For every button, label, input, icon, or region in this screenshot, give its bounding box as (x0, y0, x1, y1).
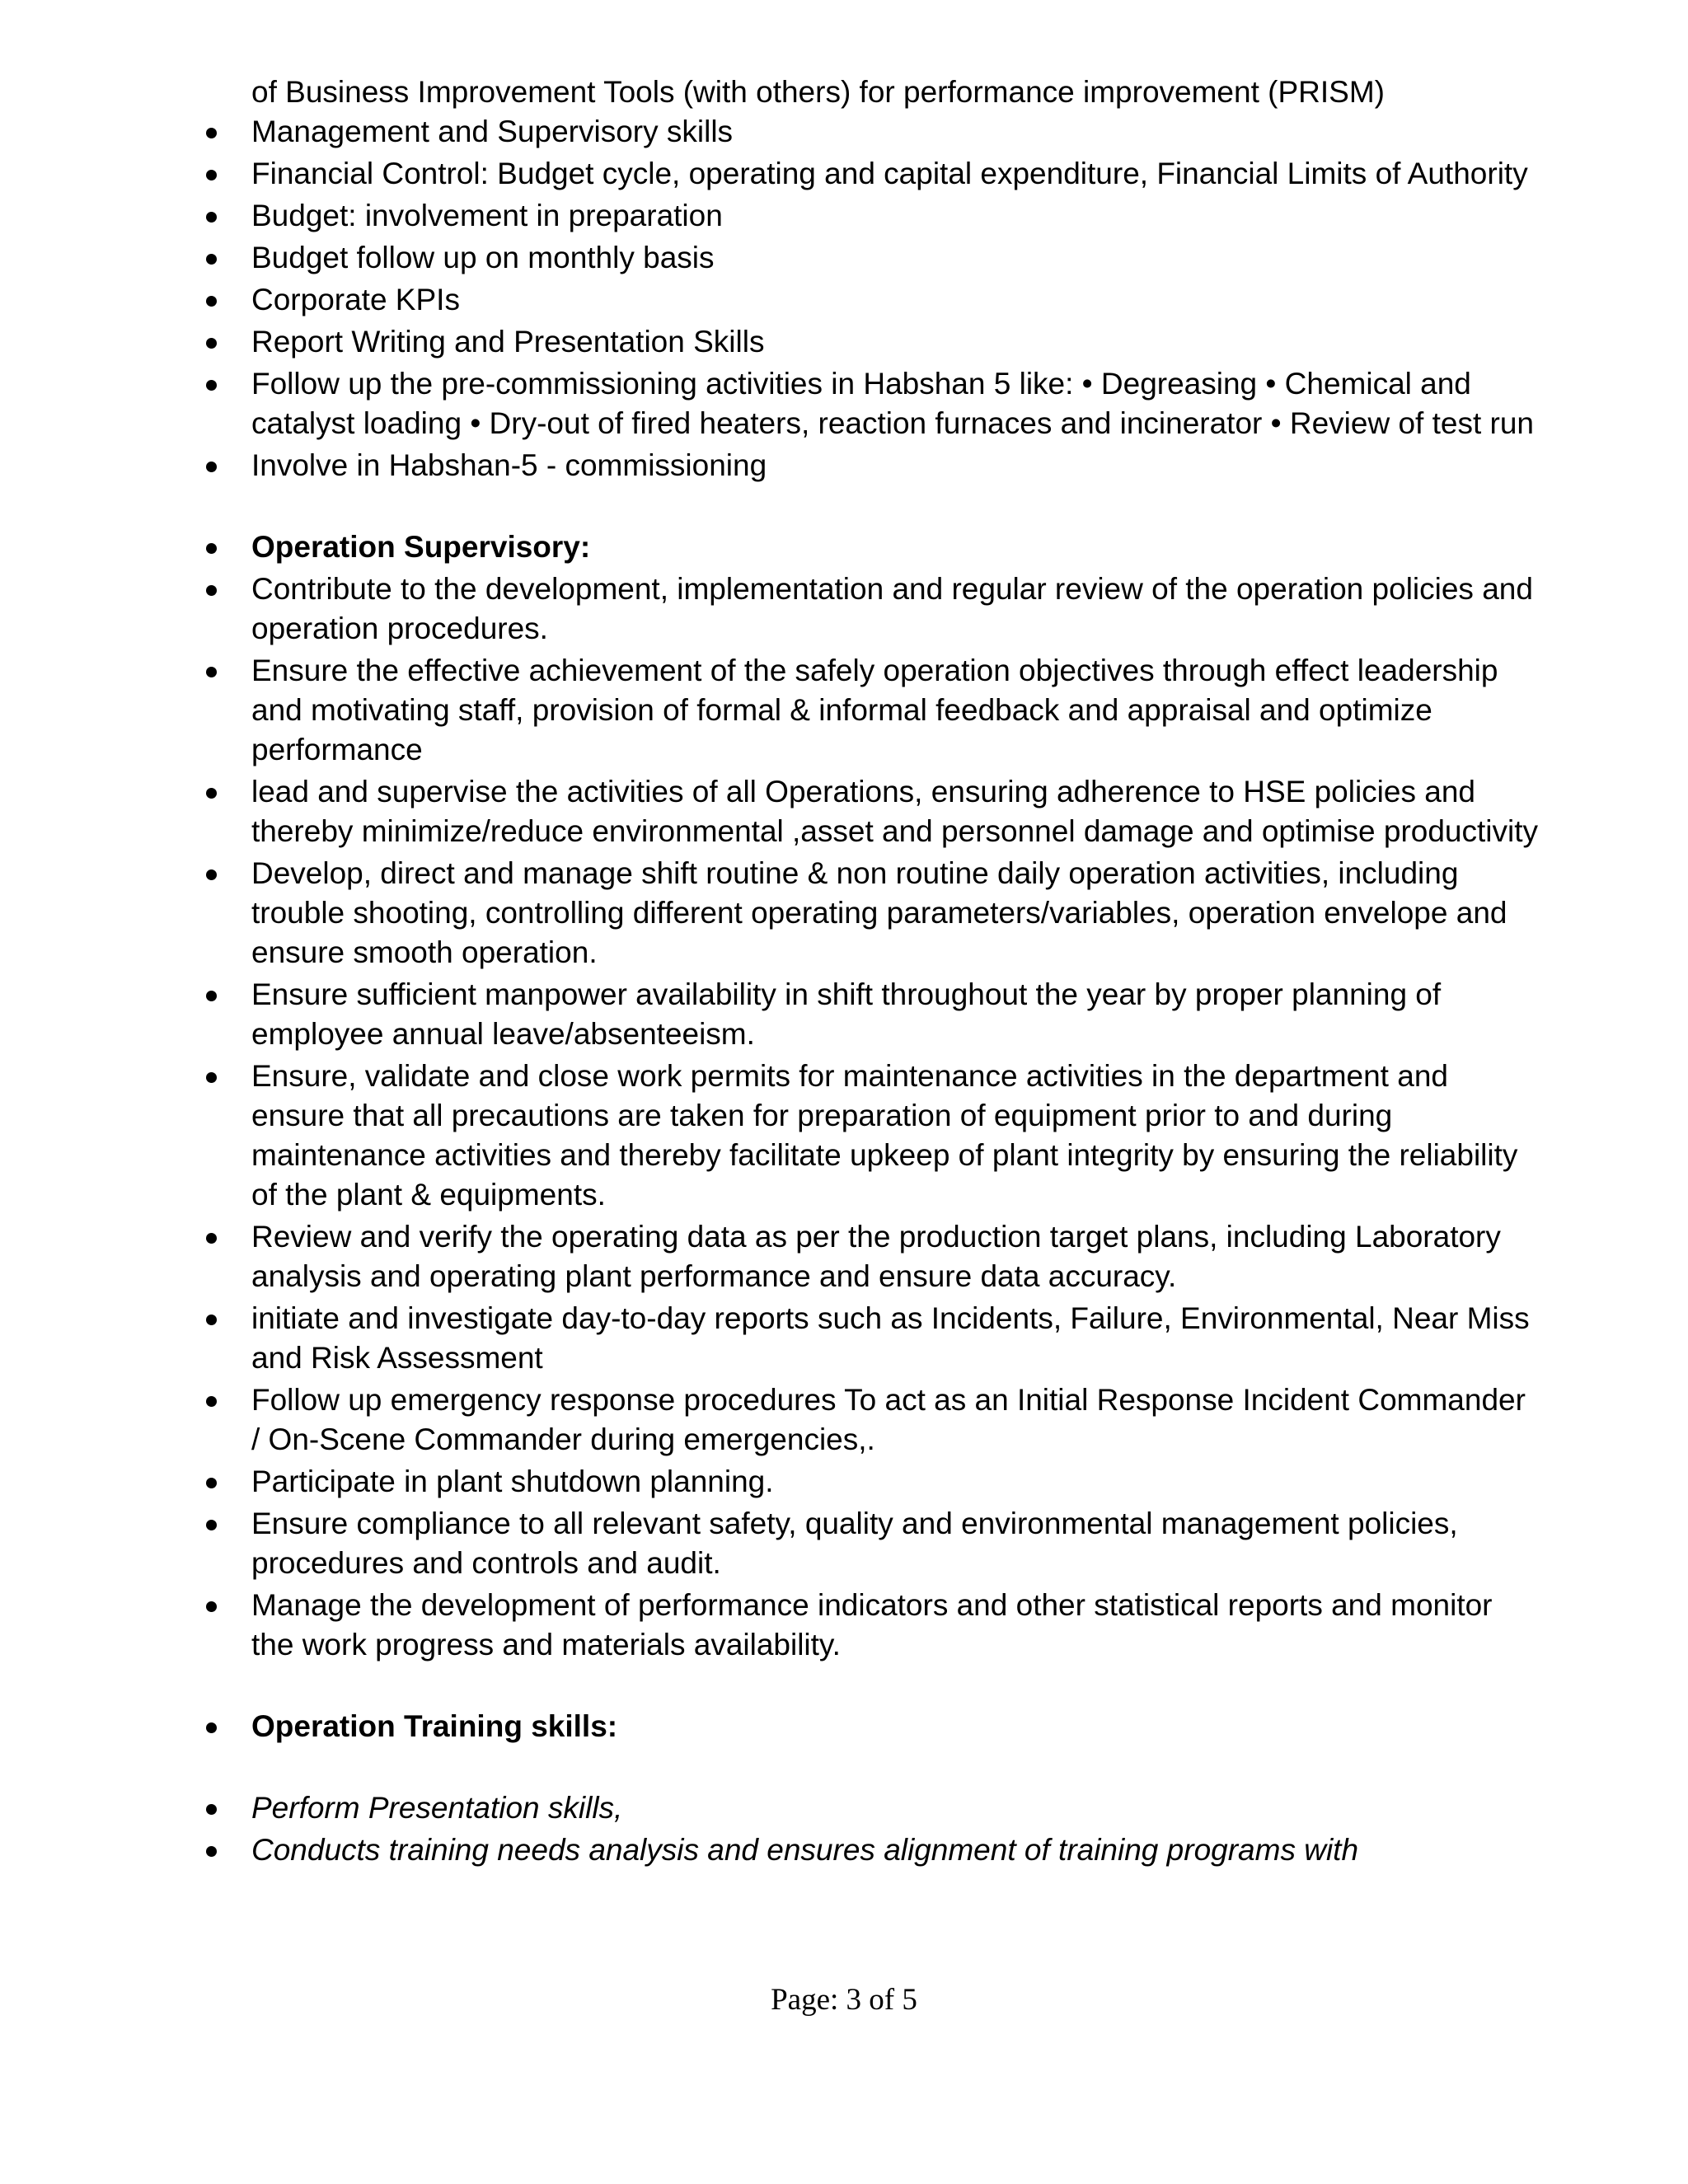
list-item: Ensure sufficient manpower availability in shift throughout the year by proper planning of employee annual leave/absenteeism. (206, 975, 1541, 1054)
bullet-list-operation-supervisory (206, 527, 1541, 1665)
list-item: lead and supervise the activities of all Operations, ensuring adherence to HSE policies and thereby minimize/reduce environmental ,asset and personnel damage and optimise productivity (206, 772, 1541, 851)
list-item: Involve in Habshan-5 - commissioning (206, 446, 1541, 485)
list-item: Conducts training needs analysis and ensures alignment of training programs with (206, 1830, 1541, 1870)
list-item: Ensure, validate and close work permits for maintenance activities in the department and ensure that all precautions are taken for preparation of equipment prior to and during maintenance activities and thereby facilitate upkeep of plant integrity by ensuring the reliability of the plant & equipments. (206, 1057, 1541, 1215)
bullet-list-operation-training-heading (206, 1707, 1541, 1746)
spacer (206, 1749, 1541, 1788)
list-item: Financial Control: Budget cycle, operating and capital expenditure, Financial Limits of Authority (206, 154, 1541, 194)
list-item: Develop, direct and manage shift routine & non routine daily operation activities, including trouble shooting, controlling different operating parameters/variables, operation envelope and ensure smooth operation. (206, 854, 1541, 972)
list-item: Budget follow up on monthly basis (206, 238, 1541, 278)
list-item: Follow up the pre-commissioning activities in Habshan 5 like: • Degreasing • Chemical and catalyst loading • Dry-out of fired heaters, reaction furnaces and incinerator • Review of test run (206, 364, 1541, 443)
list-item: Follow up emergency response procedures To act as an Initial Response Incident Commander / On-Scene Commander during emergencies,. (206, 1380, 1541, 1460)
list-item: Review and verify the operating data as per the production target plans, including Laboratory analysis and operating plant performance and ensure data accuracy. (206, 1217, 1541, 1296)
list-item: Manage the development of performance indicators and other statistical reports and monitor the work progress and materials availability. (206, 1586, 1541, 1665)
section-heading-operation-training: Operation Training skills: (206, 1707, 1541, 1746)
list-item: Perform Presentation skills, (206, 1788, 1541, 1828)
spacer (206, 488, 1541, 527)
page-number-footer: Page: 3 of 5 (771, 1983, 917, 2017)
section-heading-operation-supervisory: Operation Supervisory: (206, 527, 1541, 567)
list-item: Budget: involvement in preparation (206, 196, 1541, 236)
bullet-list-skills (206, 112, 1541, 485)
list-item: Corporate KPIs (206, 280, 1541, 320)
bullet-list-operation-training (206, 1788, 1541, 1870)
list-item: Management and Supervisory skills (206, 112, 1541, 152)
list-item: Participate in plant shutdown planning. (206, 1462, 1541, 1502)
list-item: Report Writing and Presentation Skills (206, 322, 1541, 362)
list-item: Contribute to the development, implementation and regular review of the operation policies and operation procedures. (206, 569, 1541, 649)
page-content (206, 73, 1541, 1872)
continuation-line: of Business Improvement Tools (with others) for performance improvement (PRISM) (251, 75, 1385, 109)
spacer (206, 1667, 1541, 1707)
list-item: initiate and investigate day-to-day reports such as Incidents, Failure, Environmental, Near Miss and Risk Assessment (206, 1299, 1541, 1378)
list-item: Ensure compliance to all relevant safety, quality and environmental management policies, procedures and controls and audit. (206, 1504, 1541, 1583)
list-item: Ensure the effective achievement of the safely operation objectives through effect leadership and motivating staff, provision of formal & informal feedback and appraisal and optimize performance (206, 651, 1541, 770)
